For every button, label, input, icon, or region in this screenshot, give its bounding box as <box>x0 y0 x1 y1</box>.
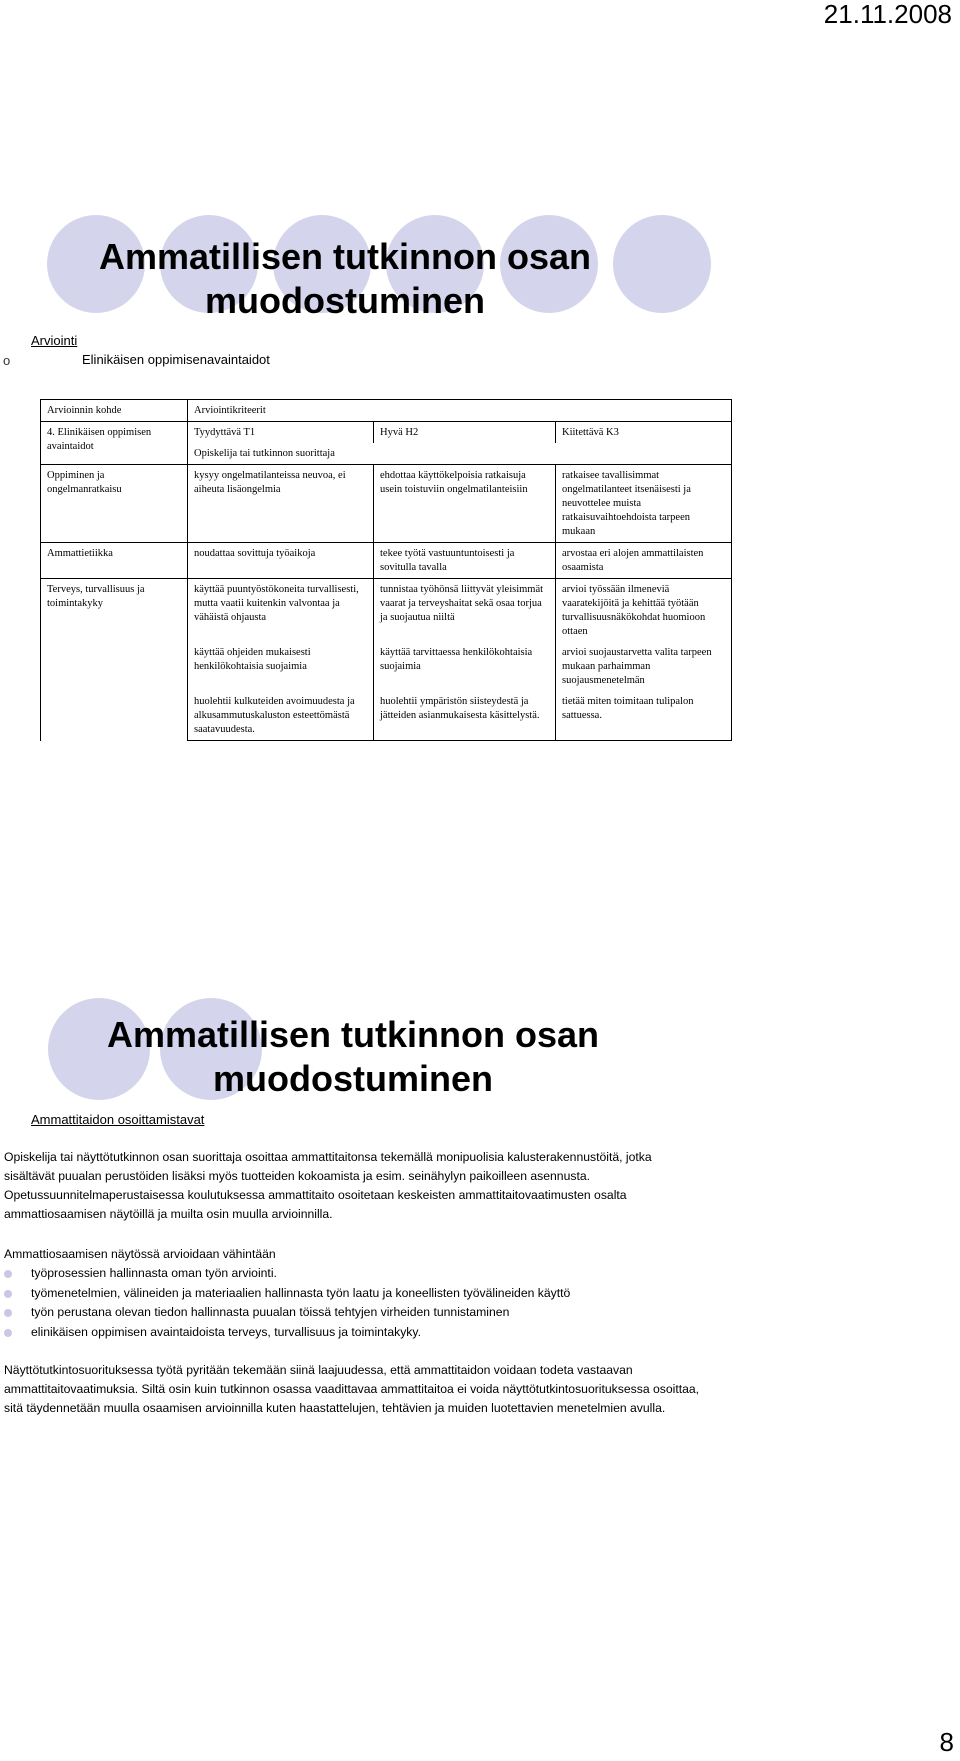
h2-cell: tekee työtä vastuuntuntoisesti ja sovitulla tavalla <box>374 543 556 579</box>
slide2-title-line1: Ammatillisen tutkinnon osan <box>106 1014 600 1055</box>
page-number: 8 <box>939 1727 954 1757</box>
bullet-marker: o <box>3 353 11 368</box>
list-item <box>4 1303 570 1323</box>
bullet-dot-icon <box>4 1270 12 1278</box>
level-t1: Tyydyttävä T1 <box>188 422 374 444</box>
t1-cell: kysyy ongelmatilanteissa neuvoa, ei aiheuta lisäongelmia <box>188 465 374 543</box>
k3-cell: arvostaa eri alojen ammattilaisten osaamista <box>556 543 732 579</box>
target-cell: Oppiminen ja ongelmanratkaisu <box>41 465 188 543</box>
list-item-text: työn perustana olevan tiedon hallinnasta puualan töissä tehtyjen virheiden tunnistaminen <box>31 1305 510 1319</box>
h2-cell: ehdottaa käyttökelpoisia ratkaisuja usein toistuviin ongelmatilanteisiin <box>374 465 556 543</box>
t1-cell: noudattaa sovittuja työaikoja <box>188 543 374 579</box>
decor-circle <box>613 215 711 313</box>
h2-cell: huolehtii ympäristön siisteydestä ja jätteiden asianmukaisesta käsittelystä. <box>374 691 556 741</box>
list-item-text: elinikäisen oppimisen avaintaidoista terveys, turvallisuus ja toimintakyky. <box>31 1324 421 1339</box>
table-row <box>41 465 732 543</box>
list-item-text: työmenetelmien, välineiden ja materiaalien hallinnasta työn laatu ja koneellisten työvälineiden käyttö <box>31 1285 571 1300</box>
bullet-dot-icon <box>4 1290 12 1298</box>
section-link-osoittamistavat[interactable]: Ammattitaidon osoittamistavat <box>31 1112 205 1127</box>
k3-cell: arvioi suojaustarvetta valita tarpeen mukaan parhaimman suojausmenetelmän <box>556 642 732 691</box>
slide1-title-line2: muodostuminen <box>205 280 485 321</box>
slide1-title-line1: Ammatillisen tutkinnon osan <box>98 236 592 277</box>
t1-cell: käyttää puuntyöstökoneita turvallisesti, mutta vaatii kuitenkin valvontaa ja vähäistä ohjausta <box>188 579 374 643</box>
print-date: 21.11.2008 <box>823 0 952 29</box>
slide1-subheading: Elinikäisen oppimisenavaintaidot <box>82 352 270 367</box>
paragraph-3: Näyttötutkintosuorituksessa työtä pyritään tekemään siinä laajuudessa, että ammattitaidon voidaan todeta vastaavan ammattitaitovaatimuksia. Siltä osin kuin tutkinnon osassa vaadittavaa ammattitaitoa ei voida näyttötutkintosuorituksessa osoittaa, sitä täydennetään muulla osaamisen arvioinnilla kuten haastattelujen, tehtävien ja muiden luotettavien menetelmien avulla. <box>4 1363 700 1415</box>
t1-cell: käyttää ohjeiden mukaisesti henkilökohtaisia suojaimia <box>188 642 374 691</box>
key-area-cell: 4. Elinikäisen oppimisen avaintaidot <box>41 422 188 465</box>
subject-note: Opiskelija tai tutkinnon suorittaja <box>188 443 732 465</box>
col-head-criteria: Arviointikriteerit <box>188 400 732 422</box>
col-head-target: Arvioinnin kohde <box>41 400 188 422</box>
paragraph-2: Opetussuunnitelmaperustaisessa koulutuksessa ammattitaito osoitetaan keskeisten ammattitaitovaatimusten osalta ammattiosaamisen näytöillä ja muilta osin muulla arvioinnilla. <box>4 1188 627 1221</box>
level-h2: Hyvä H2 <box>374 422 556 444</box>
h2-cell: käyttää tarvittaessa henkilökohtaisia suojaimia <box>374 642 556 691</box>
table-row <box>41 579 732 643</box>
slide1-title <box>90 235 600 323</box>
bullet-dot-icon <box>4 1329 12 1337</box>
k3-cell: tietää miten toimitaan tulipalon sattuessa. <box>556 691 732 741</box>
k3-cell: arvioi työssään ilmeneviä vaaratekijöitä ja kehittää työtään turvallisuusnäkökohdat huomioon ottaen <box>556 579 732 643</box>
list-item <box>4 1323 570 1343</box>
target-cell: Terveys, turvallisuus ja toimintakyky <box>41 579 188 741</box>
h2-cell: tunnistaa työhönsä liittyvät yleisimmät vaarat ja terveyshaitat sekä osaa torjua ja suojautua niiltä <box>374 579 556 643</box>
table-header-row <box>41 400 732 422</box>
list-item-text: työprosessien hallinnasta oman työn arviointi. <box>31 1266 277 1280</box>
slide2-title-line2: muodostuminen <box>213 1058 493 1099</box>
assessment-criteria-table <box>40 399 732 741</box>
section-link-arviointi[interactable]: Arviointi <box>31 333 78 348</box>
table-row <box>41 543 732 579</box>
list-item <box>4 1284 570 1304</box>
slide2-title <box>98 1013 608 1101</box>
level-k3: Kiitettävä K3 <box>556 422 732 444</box>
target-cell: Ammattietiikka <box>41 543 188 579</box>
criteria-list <box>4 1264 570 1342</box>
t1-cell: huolehtii kulkuteiden avoimuudesta ja alkusammutuskaluston esteettömästä saatavuudesta. <box>188 691 374 741</box>
bullet-dot-icon <box>4 1309 12 1317</box>
list-intro: Ammattiosaamisen näytössä arvioidaan vähintään <box>4 1247 276 1261</box>
k3-cell: ratkaisee tavallisimmat ongelmatilanteet itsenäisesti ja neuvottelee muista ratkaisuvaihtoehdoista tarpeen mukaan <box>556 465 732 543</box>
paragraph-1: Opiskelija tai näyttötutkinnon osan suorittaja osoittaa ammattitaitonsa tekemällä monipuolisia kalusterakennustöitä, jotka sisältävät puualan perustöiden lisäksi myös tuotteiden kokoamista ja esim. seinähylyn paikoilleen asennusta. <box>4 1150 652 1183</box>
list-item <box>4 1264 570 1284</box>
table-levels-row <box>41 422 732 444</box>
